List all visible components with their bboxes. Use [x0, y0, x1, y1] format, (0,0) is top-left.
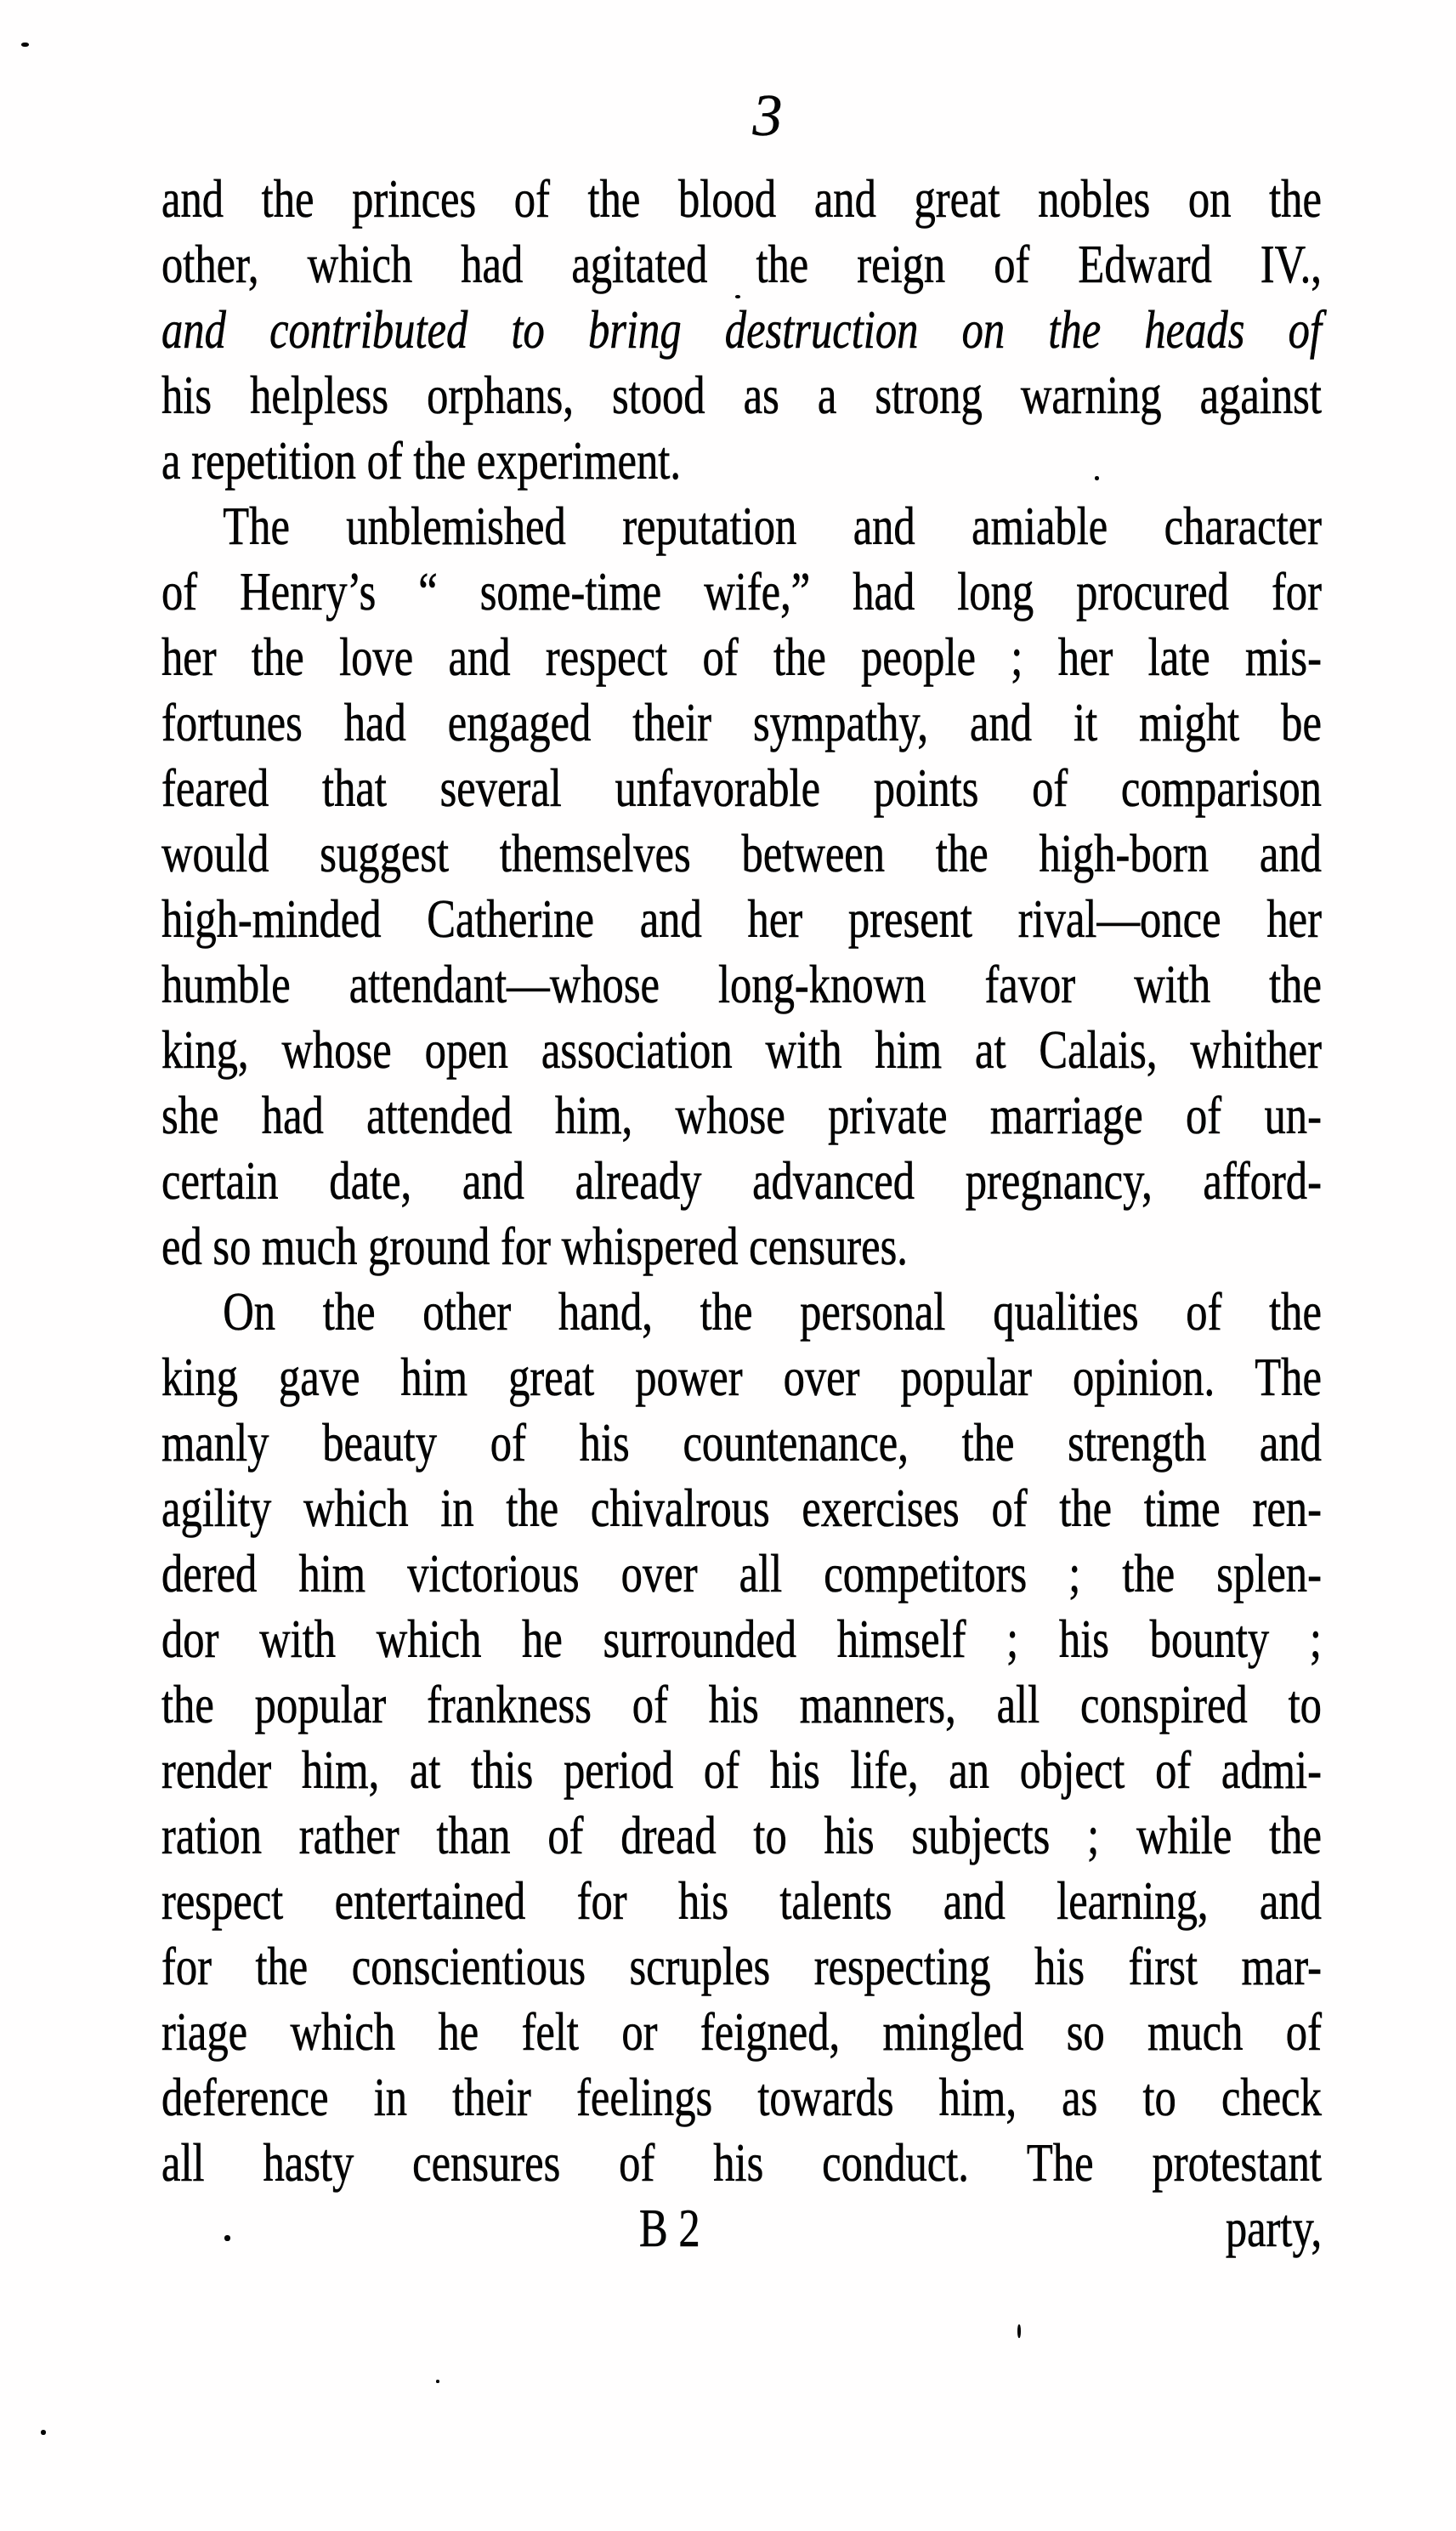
text-line: king, whose open association with him at Calais, whither: [161, 1020, 1322, 1080]
scan-speck: [1017, 2324, 1021, 2338]
signature-mark: B 2: [639, 2199, 700, 2258]
scan-speck: [735, 295, 740, 298]
text-line: dered him victorious over all competitors ; the splen-: [161, 1544, 1322, 1603]
text-line: certain date, and already advanced pregnancy, afford-: [161, 1151, 1322, 1211]
text-line: his helpless orphans, stood as a strong warning against: [161, 366, 1322, 425]
text-line: On the other hand, the personal qualities of the: [223, 1282, 1322, 1342]
text-line: respect entertained for his talents and learning, and: [161, 1871, 1322, 1931]
text-line: fortunes had engaged their sympathy, and it might be: [161, 693, 1322, 752]
page-number: 3: [752, 83, 783, 149]
text-line: king gave him great power over popular opinion. The: [161, 1348, 1322, 1407]
scan-speck: [1095, 476, 1099, 480]
text-line: high-minded Catherine and her present rival—once her: [161, 889, 1322, 949]
text-line: humble attendant—whose long-known favor with the: [161, 955, 1322, 1014]
text-line: agility which in the chivalrous exercises of the time ren-: [161, 1478, 1322, 1538]
text-line: The unblemished reputation and amiable character: [223, 497, 1322, 556]
text-line: for the conscientious scruples respecting his first mar-: [161, 1937, 1322, 1996]
scan-speck: [224, 2235, 230, 2241]
scan-speck: [41, 2430, 46, 2435]
text-line: manly beauty of his countenance, the strength and: [161, 1413, 1322, 1473]
text-line: feared that several unfavorable points of comparison: [161, 758, 1322, 818]
footer-line: [161, 2196, 1322, 2261]
text-line: of Henry’s “ some-time wife,” had long procured for: [161, 562, 1322, 621]
text-line: other, which had agitated the reign of Edward IV.,: [161, 235, 1322, 294]
text-line: deference in their feelings towards him, as to check: [161, 2068, 1322, 2127]
text-line: riage which he felt or feigned, mingled so much of: [161, 2002, 1322, 2062]
text-line: the popular frankness of his manners, all conspired to: [161, 1675, 1322, 1734]
text-line: all hasty censures of his conduct. The protestant: [161, 2133, 1322, 2193]
text-line: ed so much ground for whispered censures.: [161, 1217, 908, 1276]
text-line: render him, at this period of his life, an object of admi-: [161, 1740, 1322, 1800]
text-line: dor with which he surrounded himself ; his bounty ;: [161, 1609, 1322, 1669]
text-block: [161, 167, 1322, 2196]
scan-speck: [436, 2380, 439, 2383]
text-line: and the princes of the blood and great nobles on the: [161, 169, 1322, 229]
text-line: and contributed to bring destruction on the heads of: [161, 300, 1322, 360]
scan-speck: [21, 43, 29, 47]
text-line: a repetition of the experiment.: [161, 431, 681, 491]
text-line: would suggest themselves between the high-born and: [161, 824, 1322, 883]
text-line: she had attended him, whose private marriage of un-: [161, 1086, 1322, 1145]
catchword: party,: [1225, 2199, 1322, 2258]
text-line: ration rather than of dread to his subjects ; while the: [161, 1806, 1322, 1865]
text-line: her the love and respect of the people ; her late mis-: [161, 627, 1322, 687]
